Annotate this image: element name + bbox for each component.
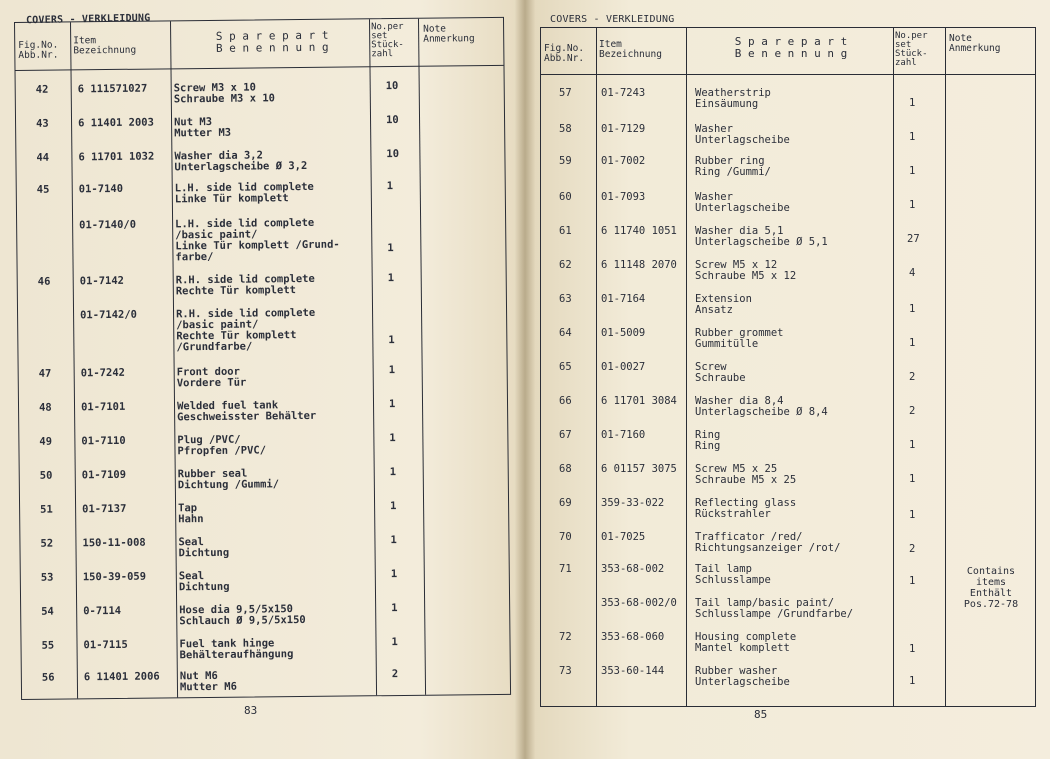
table-row: 01-7142/0 R.H. side lid complete /basic paint/ Rechte Tür komplett /Grundfarbe/ 1	[80, 306, 395, 354]
note-contains-items: Contains items Enthält Pos.72-78	[963, 566, 1019, 610]
section-title: COVERS - VERKLEIDUNG	[25, 12, 151, 27]
parts-table: Fig.No. Abb.Nr. Item Bezeichnung S p a r e p a r t B e n e n n u n g No.per set Stück- zahl Note Anmerkung 57 01-7243 Weatherstrip Einsäumung 1 58 01-7129 Washer Unterlagscheibe 1 59 01-7002 Rubber ring Ring /Gummi/ 1 60 01-7093 Washer Unterlagscheibe 1 61 6 11740 1051 Washer dia 5,1 Unterlagscheibe Ø 5,1 27 62 6 11148 2070 Screw M5 x 12 Schraube M5 x 12 4 63 01-7164 Extension Ansatz 1 64 01-5009 Rubber grommet Gummitülle 1 65 01-0027 Screw Schraube 2 66 6 11701 3084 Washer dia 8,4 Unterlagscheibe Ø 8,4 2 67 01-7160 Ring Ring 1 68 6 01157 3075 Screw M5 x 25 Schraube M5 x 25 1 69 359-33-022 Reflecting glass Rückstrahler 1 70 01-7025 Trafficator /red/ Richtungsanzeiger /rot/ 2 71 353-68-002 Tail lamp Schlusslampe 1 Contains items Enthält Pos.72-78 353-68-002/0 Tail lamp/basic paint/ Schlusslampe /Grundfarbe/ 72 353-68-060 Housing complete Mantel komplett 1 73 353-60-144 Rubber washer Unterlagscheibe 1	[540, 27, 1036, 707]
header-spare-part: S p a r e p a r t B e n e n n u n g	[734, 35, 848, 60]
page-number: 85	[754, 708, 768, 721]
table-row: 01-7140/0 L.H. side lid complete /basic paint/ Linke Tür komplett /Grund- farbe/ 1	[79, 216, 394, 264]
page-number: 83	[244, 704, 258, 717]
header-quantity: No.per set Stück- zahl	[895, 31, 928, 68]
header-quantity: No.per set Stück- zahl	[371, 21, 404, 60]
header-item: Item Bezeichnung	[599, 39, 662, 60]
table-row: 42 6 111571027 Screw M3 x 10 Schraube M3 x 10 10	[35, 79, 399, 106]
header-note: Note Anmerkung	[423, 23, 475, 45]
header-fig-no: Fig.No. Abb.Nr.	[544, 43, 585, 64]
table-row: 43 6 11401 2003 Nut M3 Mutter M3 10	[36, 113, 399, 140]
parts-table	[14, 17, 511, 700]
table-row: 48 01-7101 Welded fuel tank Geschweisster Behälter 1	[38, 398, 396, 424]
table-row: 47 01-7242 Front door Vordere Tür 1	[38, 364, 396, 390]
table-row: 46 01-7142 R.H. side lid complete Rechte Tür komplett 1	[37, 272, 395, 298]
table-row: 53 150-39-059 Seal Dichtung 1	[40, 568, 398, 594]
table-row: 49 01-7110 Plug /PVC/ Pfropfen /PVC/ 1	[39, 432, 396, 458]
header-spare-part: S p a r e p a r t B e n e n n u n g	[215, 28, 329, 55]
table-row: 54 0-7114 Hose dia 9,5/5x150 Schlauch Ø 9,5/5x150 1	[41, 602, 398, 628]
right-page	[528, 0, 1050, 759]
header-fig-no: Fig.No. Abb.Nr.	[18, 39, 59, 61]
table-row: 45 01-7140 L.H. side lid complete Linke Tür komplett 1	[36, 180, 394, 206]
table-row: 44 6 11701 1032 Washer dia 3,2 Unterlagscheibe Ø 3,2 10	[36, 147, 400, 174]
left-page	[0, 0, 518, 759]
header-note: Note Anmerkung	[949, 33, 1001, 54]
table-row: 52 150-11-008 Seal Dichtung 1	[40, 534, 397, 560]
table-row: 50 01-7109 Rubber seal Dichtung /Gummi/ 1	[39, 466, 397, 492]
table-row: 56 6 11401 2006 Nut M6 Mutter M6 2	[41, 668, 399, 694]
section-title: COVERS - VERKLEIDUNG	[550, 14, 675, 25]
header-item: Item Bezeichnung	[73, 35, 137, 57]
table-row: 51 01-7137 Tap Hahn 1	[40, 500, 397, 526]
table-row: 55 01-7115 Fuel tank hinge Behälteraufhängung 1	[41, 636, 398, 662]
